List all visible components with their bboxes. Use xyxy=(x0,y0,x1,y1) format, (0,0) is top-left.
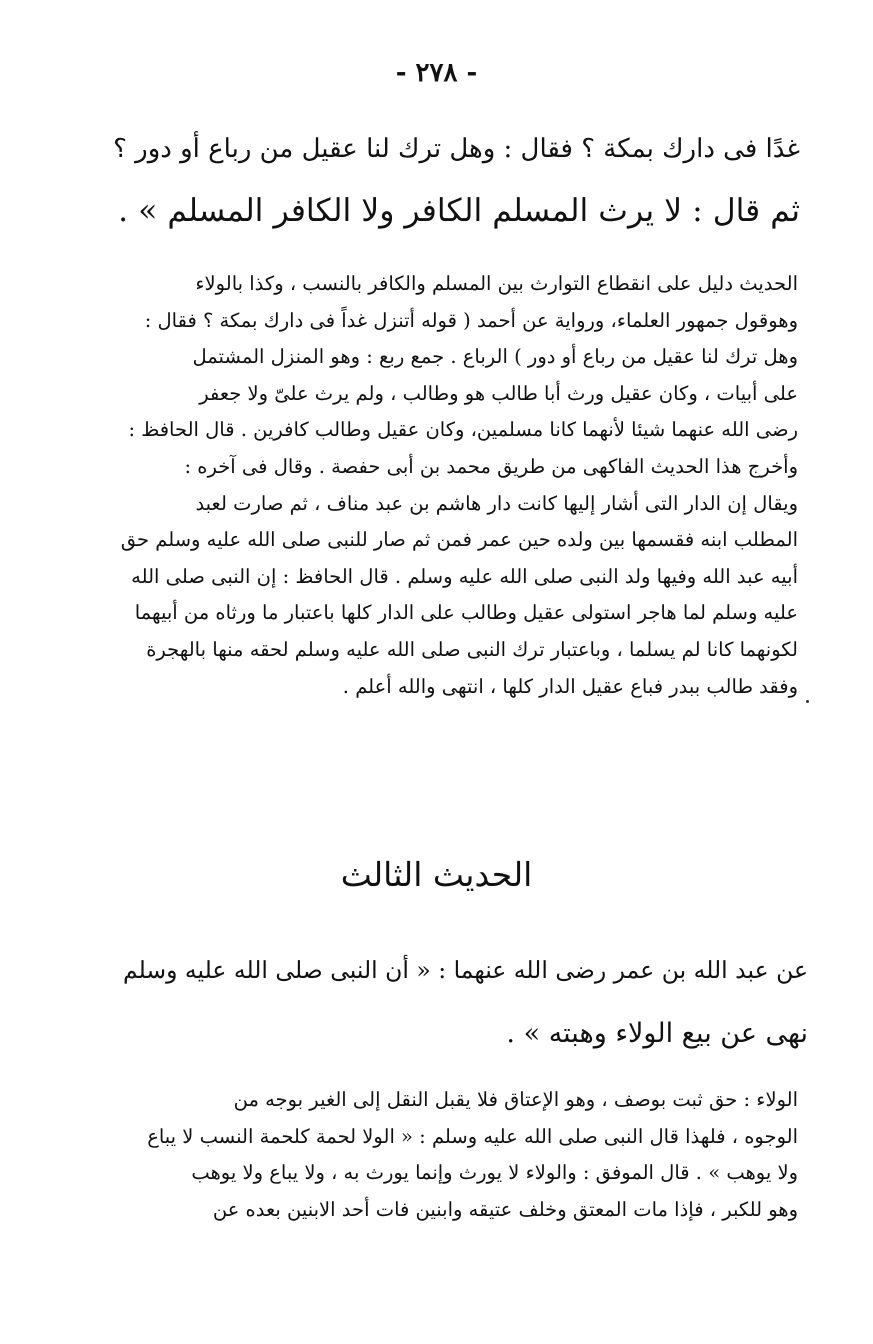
text-line: لكونهما كانا لم يسلما ، وباعتبار ترك النبى صلى الله عليه وسلم لحقه منها بالهجرة xyxy=(146,637,798,661)
text-line: عن عبد الله بن عمر رضى الله عنهما : « أن النبى صلى الله عليه وسلم xyxy=(122,956,808,984)
text-line: أبيه عبد الله وفيها ولد النبى صلى الله عليه وسلم . قال الحافظ : إن النبى صلى الله xyxy=(131,564,798,588)
print-speck xyxy=(806,700,809,703)
text-line: الولاء : حق ثبت بوصف ، وهو الإعتاق فلا يقبل النقل إلى الغير بوجه من xyxy=(233,1088,798,1111)
commentary-paragraph-3 xyxy=(118,1082,798,1228)
text-line: الوجوه ، فلهذا قال النبى صلى الله عليه وسلم : « الولا لحمة كلحمة النسب لا يباع xyxy=(147,1124,798,1148)
hadith-continuation xyxy=(110,118,800,242)
text-line: وهو للكبر ، فإذا مات المعتق وخلف عتيقه وابنين فات أحد الابنين بعده عن xyxy=(212,1197,798,1221)
commentary-paragraph-1 xyxy=(118,266,798,705)
text-line: على أبيات ، وكان عقيل ورث أبا طالب هو وطالب ، ولم يرث علىّ ولا جعفر xyxy=(199,381,798,405)
text-line: المطلب ابنه فقسمها بين ولده حين عمر فمن ثم صار للنبى صلى الله عليه وسلم حق xyxy=(120,528,798,552)
text-line: وهل ترك لنا عقيل من رباع أو دور ) الرباع . جمع ربع : وهو المنزل المشتمل xyxy=(192,345,798,369)
text-line: وهوقول جمهور العلماء، ورواية عن أحمد ( قوله أتنزل غداً فى دارك بمكة ؟ فقال : xyxy=(144,308,798,332)
hadith-3-text xyxy=(118,938,808,1066)
text-line: عليه وسلم لما هاجر استولى عقيل وطالب على الدار كلها باعتبار ما ورثاه من أبيهما xyxy=(134,601,798,625)
text-line: وفقد طالب ببدر فباع عقيل الدار كلها ، انتهى والله أعلم . xyxy=(342,674,798,698)
text-line: الحديث دليل على انقطاع التوارث بين المسلم والكافر بالنسب ، وكذا بالولاء xyxy=(195,272,798,295)
text-line: ويقال إن الدار التى أشار إليها كانت دار هاشم بن عبد مناف ، ثم صارت لعبد xyxy=(195,491,798,515)
page-number: - ٢٧٨ - xyxy=(395,58,478,88)
text-line: وأخرج هذا الحديث الفاكهى من طريق محمد بن أبى حفصة . وقال فى آخره : xyxy=(184,454,798,478)
text-line: ولا يوهب » . قال الموفق : والولاء لا يورث وإنما يورث به ، ولا يباع ولا يوهب xyxy=(191,1161,798,1185)
text-line: رضى الله عنهما شيئا لأنهما كانا مسلمين، وكان عقيل وطالب كافرين . قال الحافظ : xyxy=(128,418,798,442)
text-line: غدًا فى دارك بمكة ؟ فقال : وهل ترك لنا عقيل من رباع أو دور ؟ xyxy=(113,134,800,164)
text-line: ثم قال : لا يرث المسلم الكافر ولا الكافر المسلم » . xyxy=(118,193,800,229)
section-heading: الحديث الثالث xyxy=(340,855,533,894)
text-line: نهى عن بيع الولاء وهبته » . xyxy=(506,1018,808,1049)
